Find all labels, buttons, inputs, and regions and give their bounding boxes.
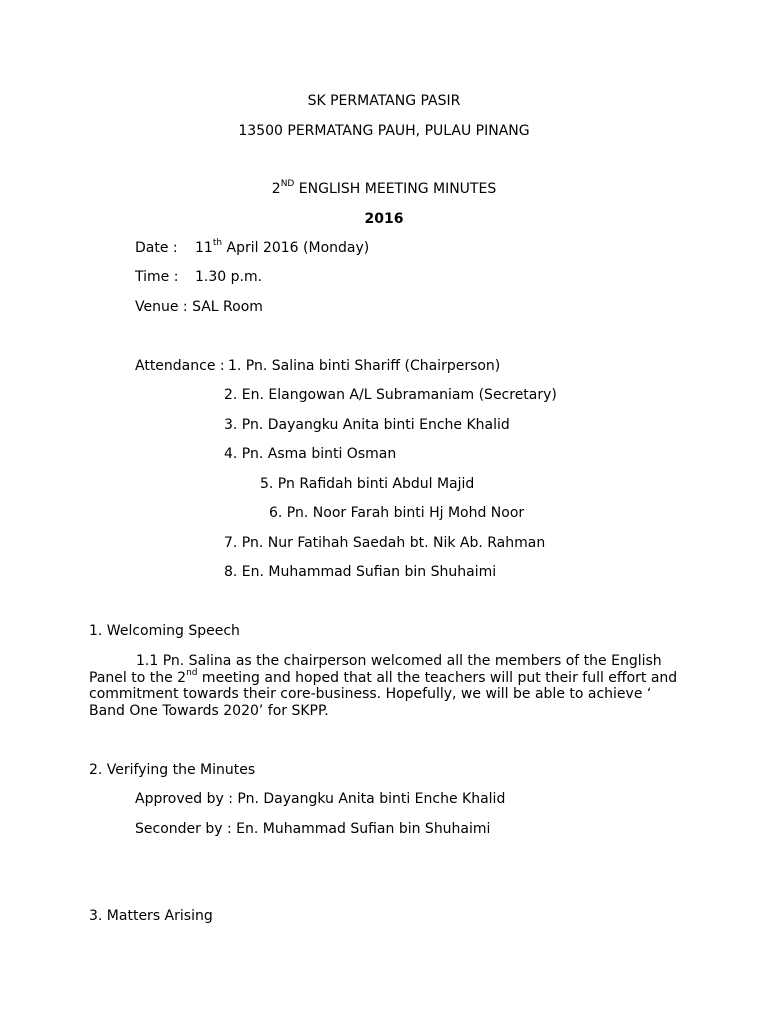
attendance-member: 3. Pn. Dayangku Anita binti Enche Khalid (224, 417, 510, 433)
attendance-member: 6. Pn. Noor Farah binti Hj Mohd Noor (269, 505, 525, 521)
seconder-by: Seconder by : En. Muhammad Sufian bin Shuhaimi (135, 821, 491, 837)
time-label: Time : (135, 269, 179, 285)
attendance-member: 2. En. Elangowan A/L Subramaniam (Secretary) (224, 387, 557, 403)
time-value: 1.30 p.m. (195, 269, 263, 285)
welcoming-paragraph: 1.1 Pn. Salina as the chairperson welcomed all the members of the English Panel to the 2nd meeting and hoped that all the teachers will put their full effort and commitment towards their core-business. Hopefully, we will be able to achieve ‘ Band One Towards 2020’ for SKPP. (89, 653, 678, 719)
section-heading-verifying: 2. Verifying the Minutes (89, 762, 256, 778)
attendance-member: 8. En. Muhammad Sufian bin Shuhaimi (224, 564, 497, 580)
school-name: SK PERMATANG PASIR (307, 93, 461, 109)
attendance-member: 1. Pn. Salina binti Shariff (Chairperson) (228, 358, 501, 374)
attendance-member: 7. Pn. Nur Fatihah Saedah bt. Nik Ab. Rahman (224, 535, 546, 551)
date-value: 11th April 2016 (Monday) (195, 238, 370, 256)
attendance-label: Attendance : (135, 358, 225, 374)
date-label: Date : (135, 240, 178, 256)
attendance-member: 5. Pn Rafidah binti Abdul Majid (260, 476, 475, 492)
document-year: 2016 (364, 211, 404, 227)
venue: Venue : SAL Room (135, 299, 263, 315)
attendance-member: 4. Pn. Asma binti Osman (224, 446, 397, 462)
section-heading-matters: 3. Matters Arising (89, 908, 213, 924)
section-heading-welcoming: 1. Welcoming Speech (89, 623, 240, 639)
school-address: 13500 PERMATANG PAUH, PULAU PINANG (238, 123, 530, 139)
approved-by: Approved by : Pn. Dayangku Anita binti Enche Khalid (135, 791, 506, 807)
document-title: 2ND ENGLISH MEETING MINUTES (271, 179, 497, 197)
